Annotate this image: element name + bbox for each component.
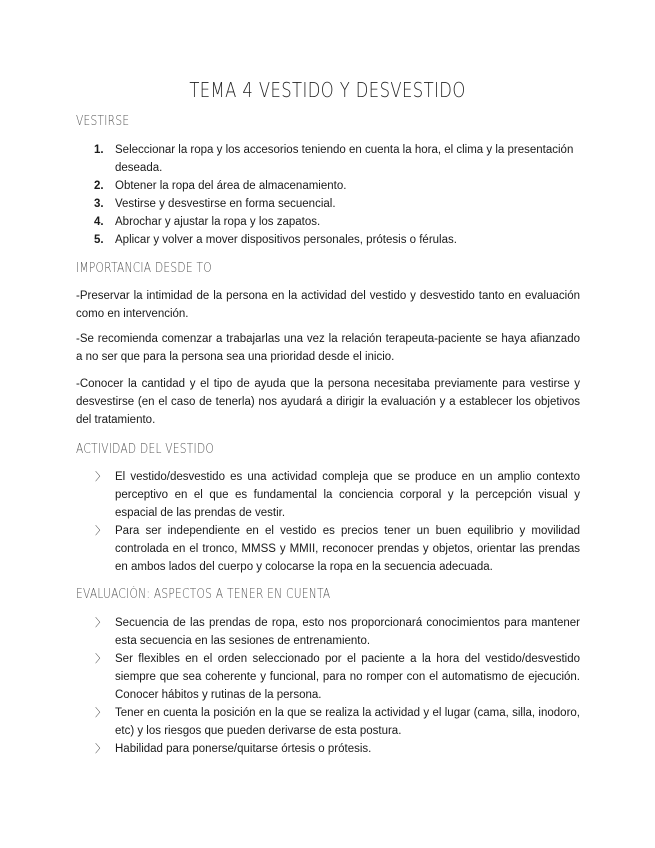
list-item: 〉 Habilidad para ponerse/quitarse órtesis o prótesis.	[94, 740, 580, 758]
paragraph: -Se recomienda comenzar a trabajarlas una vez la relación terapeuta-paciente se haya afianzado a no ser que para la persona sea una prioridad desde el inicio.	[76, 333, 580, 363]
bullet-arrow-icon: 〉	[95, 525, 106, 537]
section-heading-importancia: IMPORTANCIA DESDE TO	[76, 261, 212, 276]
list-item: 〉 Secuencia de las prendas de ropa, esto nos proporcionará conocimientos para mantener esta secuencia en las sesiones de entrenamiento.	[94, 614, 580, 650]
bullet-arrow-icon: 〉	[95, 471, 106, 483]
vestirse-list	[94, 141, 580, 249]
list-item: 5. Aplicar y volver a mover dispositivos personales, prótesis o férulas.	[94, 234, 457, 246]
bullet-arrow-icon: 〉	[95, 707, 106, 719]
bullet-arrow-icon: 〉	[95, 653, 106, 665]
actividad-list	[94, 468, 580, 576]
bullet-arrow-icon: 〉	[95, 617, 106, 629]
page-title: TEMA 4 VESTIDO Y DESVESTIDO	[189, 78, 466, 102]
section-heading-actividad: ACTIVIDAD DEL VESTIDO	[76, 442, 215, 457]
list-item: 〉 Ser flexibles en el orden seleccionado por el paciente a la hora del vestido/desvestido siempre que sea coherente y funcional, para no romper con el automatismo de ejecución. Conocer hábitos y rutinas de la persona.	[94, 650, 580, 704]
list-item: 4. Abrochar y ajustar la ropa y los zapatos.	[94, 216, 321, 228]
list-item: 〉 El vestido/desvestido es una actividad compleja que se produce en un amplio contexto perceptivo en el que es fundamental la conciencia corporal y la percepción visual y espacial de las prendas de vestir.	[94, 468, 580, 522]
list-item: 3. Vestirse y desvestirse en forma secuencial.	[94, 198, 336, 210]
paragraph: -Conocer la cantidad y el tipo de ayuda que la persona necesitaba previamente para vestirse y desvestirse (en el caso de tenerla) nos ayudará a dirigir la evaluación y a establecer los objetivos del tratamiento.	[76, 378, 580, 426]
section-heading-vestirse: VESTIRSE	[76, 114, 130, 129]
bullet-arrow-icon: 〉	[95, 743, 106, 755]
list-item: 1. Seleccionar la ropa y los accesorios teniendo en cuenta la hora, el clima y la presentación deseada.	[94, 144, 574, 174]
paragraph: -Preservar la intimidad de la persona en la actividad del vestido y desvestido tanto en evaluación como en intervención.	[76, 290, 580, 320]
evaluacion-list	[94, 614, 580, 758]
list-item: 〉 Tener en cuenta la posición en la que se realiza la actividad y el lugar (cama, silla, inodoro, etc) y los riesgos que pueden derivarse de esta postura.	[94, 704, 580, 740]
list-item: 〉 Para ser independiente en el vestido es precios tener un buen equilibrio y movilidad controlada en el tronco, MMSS y MMII, reconocer prendas y objetos, orientar las prendas en ambos lados del cuerpo y colocarse la ropa en la secuencia adecuada.	[94, 522, 580, 576]
section-heading-evaluacion: EVALUACIÓN: ASPECTOS A TENER EN CUENTA	[76, 587, 331, 602]
list-item: 2. Obtener la ropa del área de almacenamiento.	[94, 180, 347, 192]
